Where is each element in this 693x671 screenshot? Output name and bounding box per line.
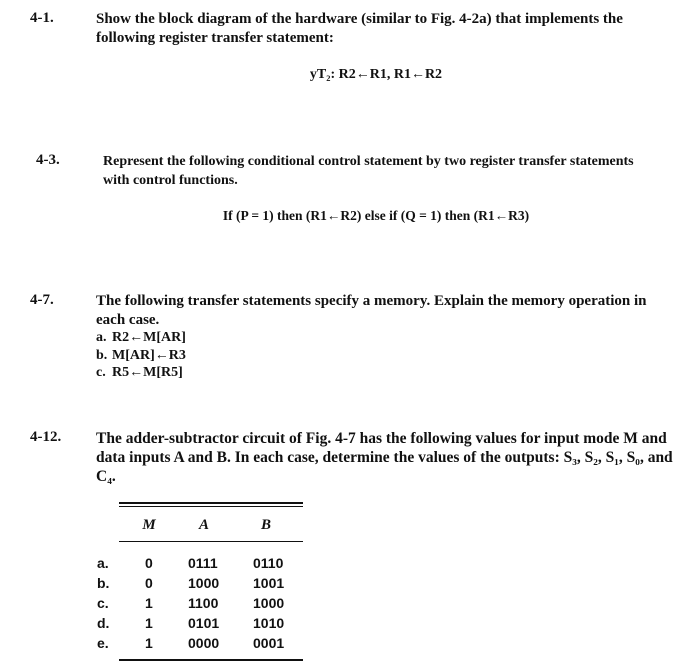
table-row [0,555,693,575]
table-top-rule [119,502,303,504]
column-header-a: A [198,517,209,533]
problem-number: 4-7. [30,292,54,308]
table-top-rule-inner [119,506,303,507]
item-text: R5←M[R5] [112,365,183,380]
cell-m: 0 [145,555,153,571]
problem-text: The following transfer statements specify a memory. Explain the memory operation in each case. [96,293,647,328]
table-row [0,635,693,655]
column-header-b: B [260,517,271,533]
item-text: M[AR]←R3 [112,347,186,363]
column-header-m: M [142,517,156,533]
cell-m: 0 [145,575,153,591]
table-row [0,615,693,635]
cell-m: 1 [145,615,153,631]
cell-b: 1001 [253,575,285,591]
problem-number: 4-1. [30,10,54,26]
item-letter: b. [96,347,108,363]
row-label: a. [97,555,109,571]
problem-text: Show the block diagram of the hardware (similar to Fig. 4-2a) that implements the following register transfer statement: [96,11,623,46]
table-row [0,575,693,595]
problem-number: 4-3. [36,152,60,168]
conditional-statement: If (P = 1) then (R1←R2) else if (Q = 1) then (R1←R3) [222,208,530,223]
table-row [0,595,693,615]
cell-b: 1010 [253,615,285,631]
cell-a: 1100 [188,595,219,611]
list-item [96,364,186,382]
problem-text: Represent the following conditional control statement by two register transfer statements with control functions. [103,154,634,188]
list-item [96,329,186,347]
list-item [96,347,186,365]
cell-b: 1000 [253,595,285,611]
cell-a: 0111 [188,555,218,571]
cell-a: 0101 [188,615,220,631]
table-header-rule [119,541,303,542]
table-bottom-rule [119,659,303,661]
cell-m: 1 [145,635,153,651]
item-letter: a. [96,330,107,345]
cell-m: 1 [145,595,153,611]
row-label: b. [97,575,110,591]
problem-number: 4-12. [30,429,62,445]
item-letter: c. [96,365,106,380]
row-label: c. [97,595,109,611]
problem-text: The adder-subtractor circuit of Fig. 4-7 has the following values for input mode M and data inputs A and B. In each case, determine the values of the outputs: S₃, S₂, S₁, S₀, and C₄. [96,430,673,485]
item-text: R2←M[AR] [112,330,186,345]
cell-a: 0000 [188,635,220,651]
transfer-statement: yT₂: R2←R1, R1←R2 [309,67,443,82]
cell-b: 0110 [253,555,284,571]
cell-a: 1000 [188,575,220,591]
row-label: d. [97,615,110,631]
memory-operations-list [96,329,186,382]
cell-b: 0001 [253,635,285,651]
row-label: e. [97,635,109,651]
